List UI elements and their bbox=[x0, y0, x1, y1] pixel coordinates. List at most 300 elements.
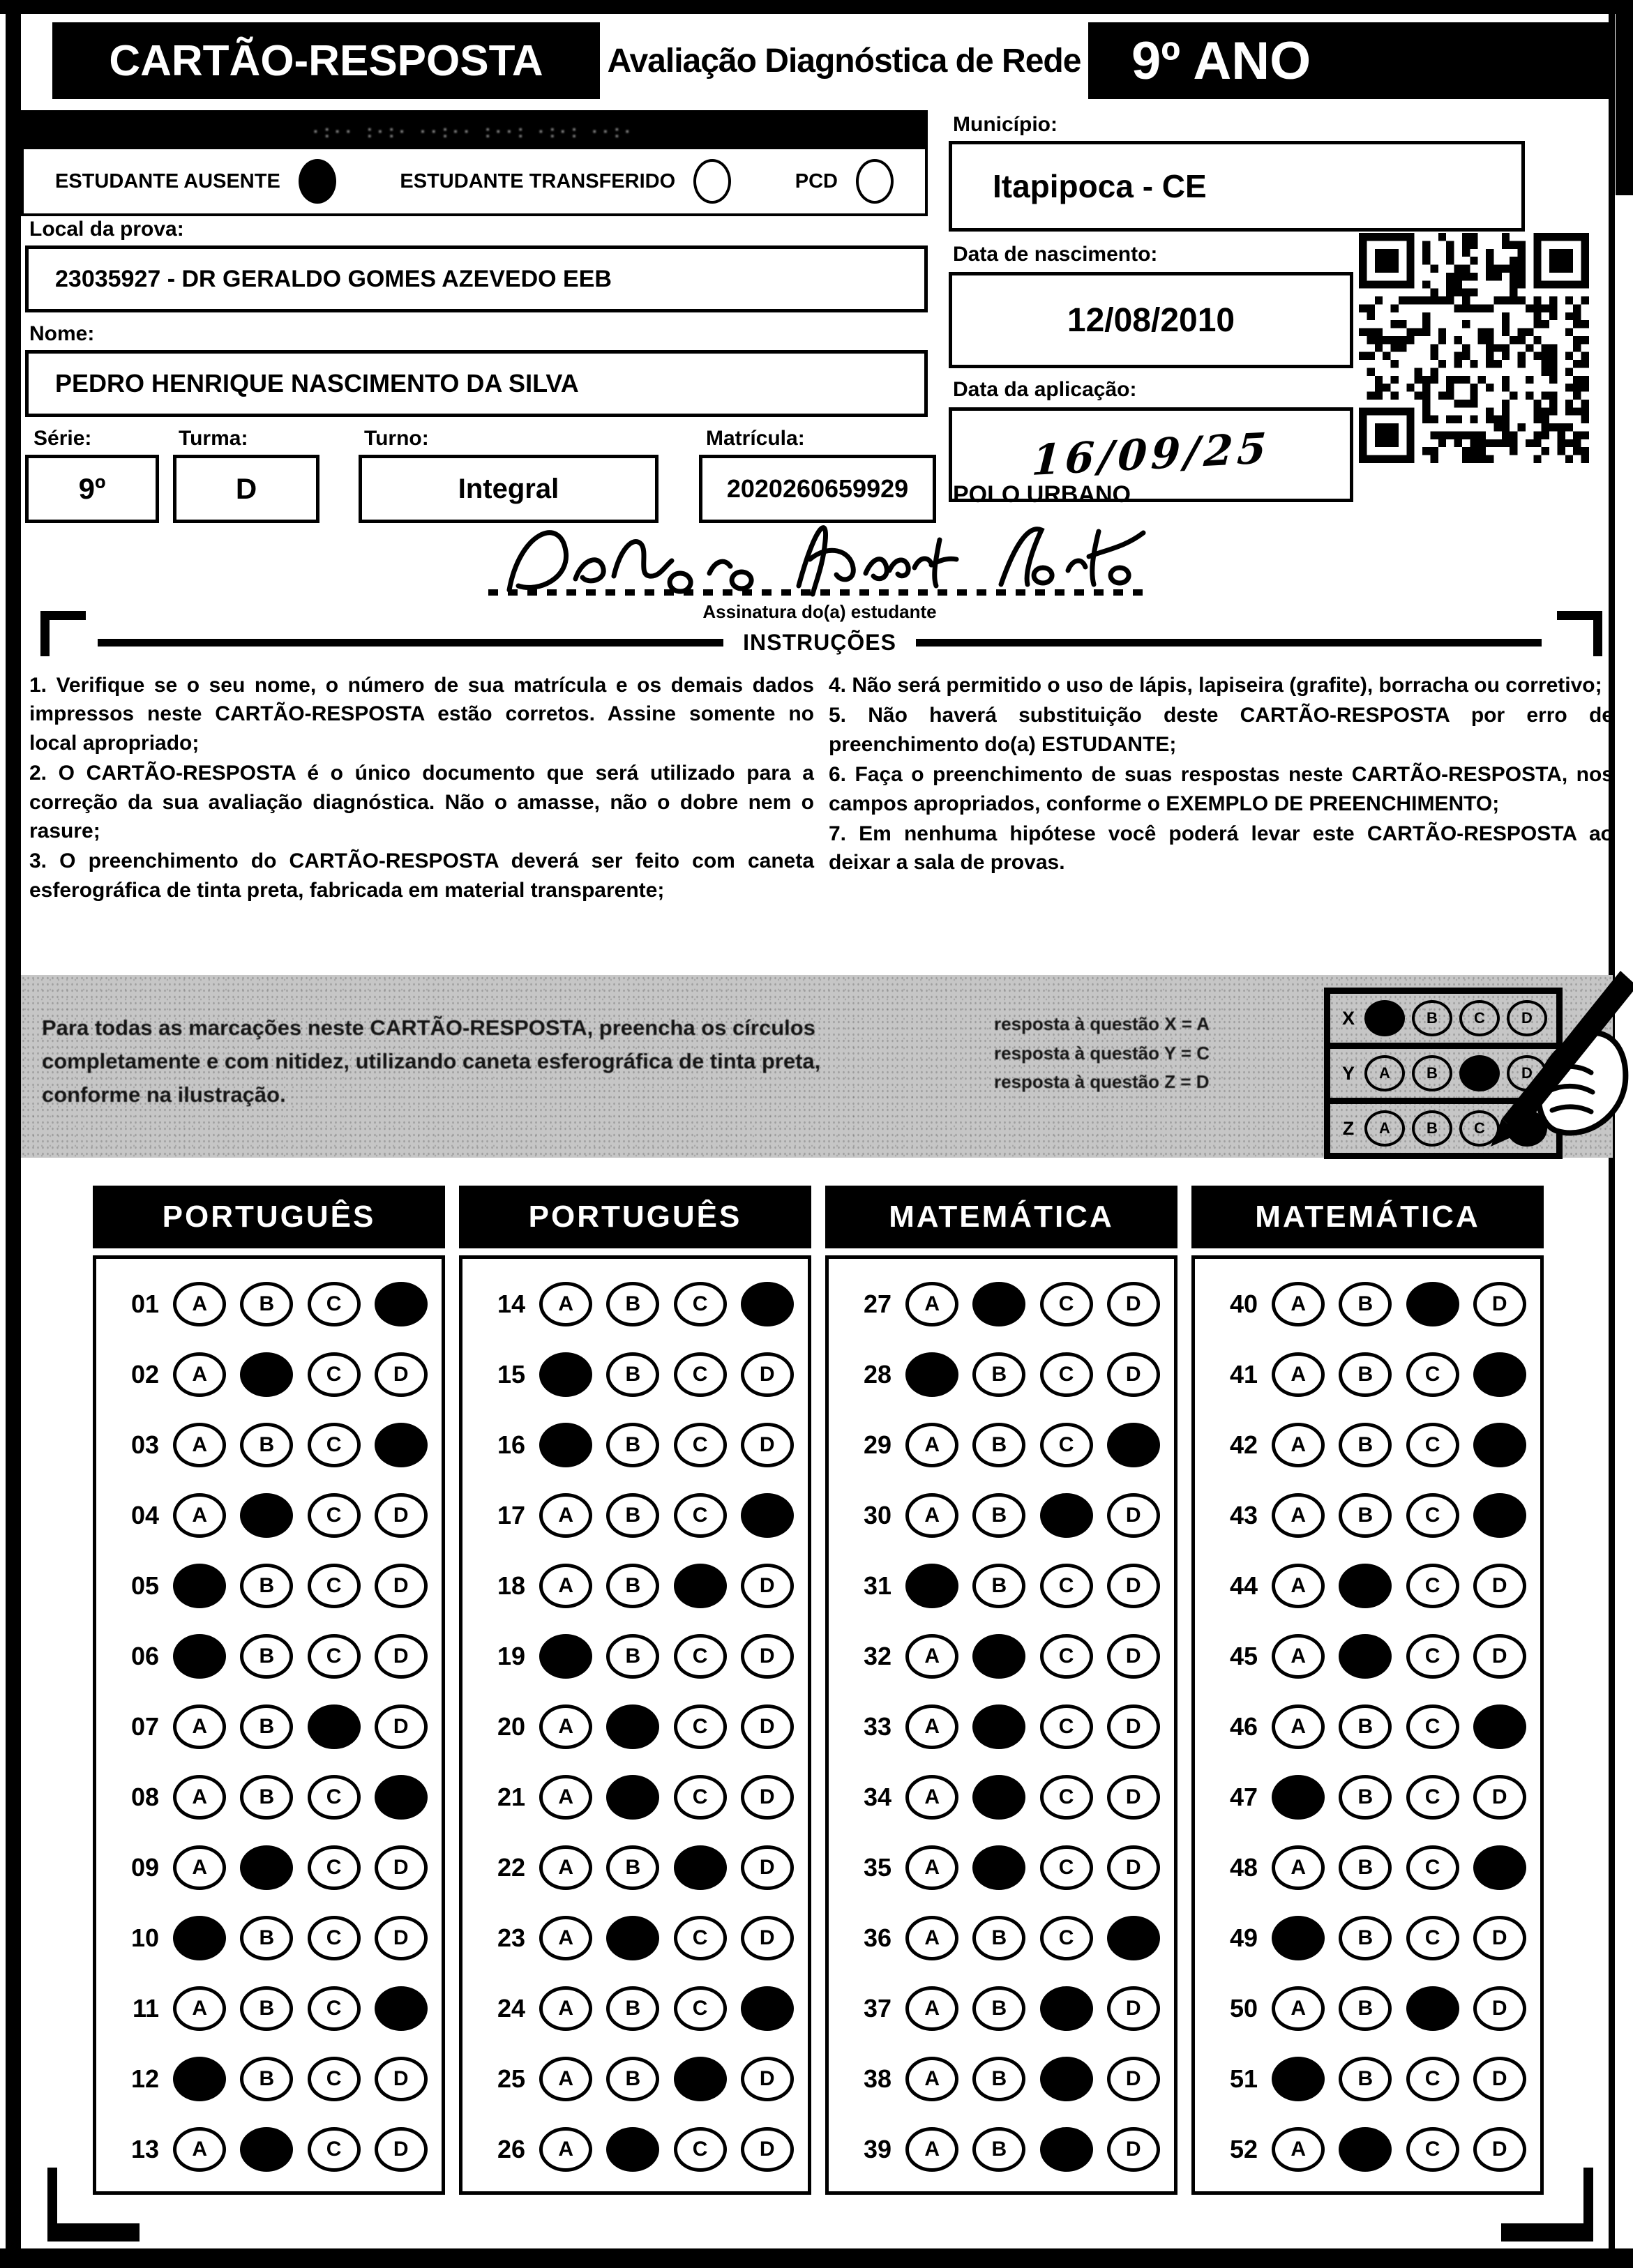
question-number: 03 bbox=[130, 1430, 159, 1459]
fill-example-text: Para todas as marcações neste CARTÃO-RESPOSTA, preencha os círculos completamente e com nitidez, utilizando caneta esferográfica de tinta preta, conforme na ilustração. bbox=[42, 1015, 821, 1107]
answer-bubble-42-C[interactable]: C bbox=[1406, 1423, 1459, 1467]
question-bubbles bbox=[891, 1423, 1174, 1467]
answer-bubble-37-C[interactable] bbox=[1040, 1986, 1093, 2031]
answer-bubble-52-B[interactable] bbox=[1339, 2127, 1392, 2172]
answer-bubble-09-B[interactable] bbox=[240, 1845, 293, 1890]
question-row-40 bbox=[1195, 1269, 1540, 1339]
answer-bubble-14-B[interactable]: B bbox=[606, 1282, 659, 1326]
answer-bubble-07-B[interactable]: B bbox=[240, 1704, 293, 1749]
answer-bubble-51-A[interactable] bbox=[1272, 2057, 1325, 2101]
question-row-20 bbox=[462, 1691, 808, 1762]
answer-bubble-35-C[interactable]: C bbox=[1040, 1845, 1093, 1890]
question-number: 36 bbox=[863, 1923, 891, 1952]
answer-bubble-28-D[interactable]: D bbox=[1107, 1352, 1160, 1397]
municipio-field: Itapipoca - CE bbox=[949, 141, 1525, 232]
answer-bubble-04-B[interactable] bbox=[240, 1493, 293, 1538]
answer-bubble-11-B[interactable]: B bbox=[240, 1986, 293, 2031]
answer-bubble-36-D[interactable] bbox=[1107, 1916, 1160, 1960]
answer-bubble-36-A[interactable]: A bbox=[905, 1916, 958, 1960]
answer-bubble-24-A[interactable]: A bbox=[539, 1986, 592, 2031]
answer-bubble-51-D[interactable]: D bbox=[1473, 2057, 1526, 2101]
assessment-title: Avaliação Diagnóstica de Rede bbox=[600, 22, 1088, 99]
answer-bubble-08-C[interactable]: C bbox=[308, 1775, 361, 1820]
answer-bubble-02-B[interactable] bbox=[240, 1352, 293, 1397]
example-bubble-Y-B: B bbox=[1412, 1055, 1452, 1091]
question-number: 39 bbox=[863, 2134, 891, 2163]
answer-bubble-15-B[interactable]: B bbox=[606, 1352, 659, 1397]
question-row-34 bbox=[829, 1762, 1174, 1832]
answer-bubble-20-D[interactable]: D bbox=[741, 1704, 794, 1749]
question-row-21 bbox=[462, 1762, 808, 1832]
answer-bubble-50-C[interactable] bbox=[1406, 1986, 1459, 2031]
answer-bubble-05-B[interactable]: B bbox=[240, 1564, 293, 1608]
answer-bubble-04-A[interactable]: A bbox=[173, 1493, 226, 1538]
answer-bubble-14-C[interactable]: C bbox=[674, 1282, 727, 1326]
answer-bubble-45-A[interactable]: A bbox=[1272, 1634, 1325, 1679]
question-row-10 bbox=[96, 1903, 442, 1973]
answer-bubble-31-D[interactable]: D bbox=[1107, 1564, 1160, 1608]
answer-bubble-23-B[interactable] bbox=[606, 1916, 659, 1960]
answer-bubble-35-D[interactable]: D bbox=[1107, 1845, 1160, 1890]
answer-bubble-12-D[interactable]: D bbox=[375, 2057, 428, 2101]
question-bubbles bbox=[1258, 1916, 1540, 1960]
answer-bubble-21-D[interactable]: D bbox=[741, 1775, 794, 1820]
question-row-45 bbox=[1195, 1621, 1540, 1691]
answer-bubble-43-D[interactable] bbox=[1473, 1493, 1526, 1538]
question-row-39 bbox=[829, 2114, 1174, 2184]
answer-bubble-44-B[interactable] bbox=[1339, 1564, 1392, 1608]
answer-bubble-23-C[interactable]: C bbox=[674, 1916, 727, 1960]
answer-bubble-38-A[interactable]: A bbox=[905, 2057, 958, 2101]
answer-bubble-50-B[interactable]: B bbox=[1339, 1986, 1392, 2031]
answer-bubble-25-A[interactable]: A bbox=[539, 2057, 592, 2101]
answer-bubble-24-D[interactable] bbox=[741, 1986, 794, 2031]
answer-bubble-16-C[interactable]: C bbox=[674, 1423, 727, 1467]
answer-bubble-17-C[interactable]: C bbox=[674, 1493, 727, 1538]
answer-bubble-22-D[interactable]: D bbox=[741, 1845, 794, 1890]
answer-bubble-40-C[interactable] bbox=[1406, 1282, 1459, 1326]
question-number: 33 bbox=[863, 1711, 891, 1741]
question-number: 47 bbox=[1229, 1782, 1258, 1811]
answer-bubble-44-A[interactable]: A bbox=[1272, 1564, 1325, 1608]
question-number: 31 bbox=[863, 1571, 891, 1600]
question-row-29 bbox=[829, 1409, 1174, 1480]
answer-bubble-06-D[interactable]: D bbox=[375, 1634, 428, 1679]
turno-label: Turno: bbox=[364, 427, 429, 450]
question-number: 28 bbox=[863, 1359, 891, 1389]
answer-bubble-05-C[interactable]: C bbox=[308, 1564, 361, 1608]
answer-bubble-03-D[interactable] bbox=[375, 1423, 428, 1467]
question-bubbles bbox=[891, 1493, 1174, 1538]
instructions-right-column bbox=[829, 671, 1613, 879]
answer-bubble-17-A[interactable]: A bbox=[539, 1493, 592, 1538]
answer-bubble-47-D[interactable]: D bbox=[1473, 1775, 1526, 1820]
answer-bubble-46-B[interactable]: B bbox=[1339, 1704, 1392, 1749]
question-bubbles bbox=[159, 1986, 442, 2031]
answer-bubble-25-D[interactable]: D bbox=[741, 2057, 794, 2101]
answer-bubble-28-B[interactable]: B bbox=[972, 1352, 1025, 1397]
answer-bubble-12-C[interactable]: C bbox=[308, 2057, 361, 2101]
instruction-item: 3. O preenchimento do CARTÃO-RESPOSTA deverá ser feito com caneta esferográfica de tinta preta, fabricada em material transparente; bbox=[29, 849, 814, 902]
answer-bubble-37-D[interactable]: D bbox=[1107, 1986, 1160, 2031]
corner-bracket-bottom-left bbox=[47, 2168, 140, 2241]
answer-bubble-47-C[interactable]: C bbox=[1406, 1775, 1459, 1820]
answer-bubble-23-A[interactable]: A bbox=[539, 1916, 592, 1960]
answer-bubble-06-C[interactable]: C bbox=[308, 1634, 361, 1679]
question-row-32 bbox=[829, 1621, 1174, 1691]
answer-bubble-22-A[interactable]: A bbox=[539, 1845, 592, 1890]
answer-bubble-10-D[interactable]: D bbox=[375, 1916, 428, 1960]
answer-bubble-04-D[interactable]: D bbox=[375, 1493, 428, 1538]
answer-bubble-46-D[interactable] bbox=[1473, 1704, 1526, 1749]
answer-bubble-48-C[interactable]: C bbox=[1406, 1845, 1459, 1890]
answer-bubble-05-A[interactable] bbox=[173, 1564, 226, 1608]
status-bubble-2[interactable] bbox=[693, 159, 731, 204]
answer-bubble-12-B[interactable]: B bbox=[240, 2057, 293, 2101]
answer-bubble-38-D[interactable]: D bbox=[1107, 2057, 1160, 2101]
answer-bubble-18-B[interactable]: B bbox=[606, 1564, 659, 1608]
question-number: 26 bbox=[497, 2134, 525, 2163]
question-number: 45 bbox=[1229, 1641, 1258, 1670]
answer-bubble-11-C[interactable]: C bbox=[308, 1986, 361, 2031]
answer-bubble-15-A[interactable] bbox=[539, 1352, 592, 1397]
question-bubbles bbox=[525, 1564, 808, 1608]
answer-bubble-18-D[interactable]: D bbox=[741, 1564, 794, 1608]
question-row-23 bbox=[462, 1903, 808, 1973]
corner-bracket-bottom-right bbox=[1501, 2168, 1593, 2241]
question-row-41 bbox=[1195, 1339, 1540, 1409]
answer-bubble-05-D[interactable]: D bbox=[375, 1564, 428, 1608]
answer-bubble-45-C[interactable]: C bbox=[1406, 1634, 1459, 1679]
answer-bubble-45-D[interactable]: D bbox=[1473, 1634, 1526, 1679]
answer-bubble-34-A[interactable]: A bbox=[905, 1775, 958, 1820]
answer-bubble-19-C[interactable]: C bbox=[674, 1634, 727, 1679]
answer-bubble-48-D[interactable] bbox=[1473, 1845, 1526, 1890]
fill-example-legend bbox=[994, 1010, 1308, 1097]
answer-bubble-43-C[interactable]: C bbox=[1406, 1493, 1459, 1538]
answer-bubble-37-B[interactable]: B bbox=[972, 1986, 1025, 2031]
answer-bubble-30-A[interactable]: A bbox=[905, 1493, 958, 1538]
answer-bubble-22-C[interactable] bbox=[674, 1845, 727, 1890]
answer-bubble-33-B[interactable] bbox=[972, 1704, 1025, 1749]
answer-bubble-14-D[interactable] bbox=[741, 1282, 794, 1326]
answer-bubble-21-B[interactable] bbox=[606, 1775, 659, 1820]
answer-bubble-26-A[interactable]: A bbox=[539, 2127, 592, 2172]
answer-bubble-01-B[interactable]: B bbox=[240, 1282, 293, 1326]
question-number: 24 bbox=[497, 1993, 525, 2023]
answer-bubble-42-D[interactable] bbox=[1473, 1423, 1526, 1467]
question-bubbles bbox=[1258, 1986, 1540, 2031]
answer-bubble-03-B[interactable]: B bbox=[240, 1423, 293, 1467]
answer-bubble-47-B[interactable]: B bbox=[1339, 1775, 1392, 1820]
question-row-17 bbox=[462, 1480, 808, 1550]
answer-bubble-20-B[interactable] bbox=[606, 1704, 659, 1749]
question-bubbles bbox=[159, 1775, 442, 1820]
answer-bubble-34-C[interactable]: C bbox=[1040, 1775, 1093, 1820]
answer-bubble-41-C[interactable]: C bbox=[1406, 1352, 1459, 1397]
question-row-36 bbox=[829, 1903, 1174, 1973]
answer-bubble-21-A[interactable]: A bbox=[539, 1775, 592, 1820]
answer-bubble-42-A[interactable]: A bbox=[1272, 1423, 1325, 1467]
answer-bubble-09-A[interactable]: A bbox=[173, 1845, 226, 1890]
question-row-44 bbox=[1195, 1550, 1540, 1621]
question-row-07 bbox=[96, 1691, 442, 1762]
example-row-label: Z bbox=[1342, 1117, 1355, 1139]
answer-bubble-18-A[interactable]: A bbox=[539, 1564, 592, 1608]
answer-bubble-09-D[interactable]: D bbox=[375, 1845, 428, 1890]
answer-bubble-26-B[interactable] bbox=[606, 2127, 659, 2172]
answer-bubble-08-A[interactable]: A bbox=[173, 1775, 226, 1820]
answer-bubble-10-B[interactable]: B bbox=[240, 1916, 293, 1960]
answer-bubble-32-D[interactable]: D bbox=[1107, 1634, 1160, 1679]
answer-bubble-45-B[interactable] bbox=[1339, 1634, 1392, 1679]
question-number: 17 bbox=[497, 1500, 525, 1529]
question-bubbles bbox=[525, 1352, 808, 1397]
answer-bubble-40-B[interactable]: B bbox=[1339, 1282, 1392, 1326]
answer-bubble-39-B[interactable]: B bbox=[972, 2127, 1025, 2172]
answer-bubble-48-A[interactable]: A bbox=[1272, 1845, 1325, 1890]
answer-bubble-32-B[interactable] bbox=[972, 1634, 1025, 1679]
answer-bubble-27-A[interactable]: A bbox=[905, 1282, 958, 1326]
answer-bubble-13-C[interactable]: C bbox=[308, 2127, 361, 2172]
question-number: 51 bbox=[1229, 2064, 1258, 2093]
question-number: 05 bbox=[130, 1571, 159, 1600]
answer-bubble-35-A[interactable]: A bbox=[905, 1845, 958, 1890]
answer-bubble-28-A[interactable] bbox=[905, 1352, 958, 1397]
answer-bubble-30-C[interactable] bbox=[1040, 1493, 1093, 1538]
question-number: 50 bbox=[1229, 1993, 1258, 2023]
question-bubbles bbox=[525, 1916, 808, 1960]
answer-bubble-29-A[interactable]: A bbox=[905, 1423, 958, 1467]
question-number: 35 bbox=[863, 1852, 891, 1882]
answer-bubble-38-B[interactable]: B bbox=[972, 2057, 1025, 2101]
example-row-label: Y bbox=[1341, 1062, 1355, 1084]
answer-bubble-38-C[interactable] bbox=[1040, 2057, 1093, 2101]
question-bubbles bbox=[1258, 1564, 1540, 1608]
answer-bubble-18-C[interactable] bbox=[674, 1564, 727, 1608]
answer-bubble-50-A[interactable]: A bbox=[1272, 1986, 1325, 2031]
serie-field: 9º bbox=[25, 455, 159, 523]
question-row-47 bbox=[1195, 1762, 1540, 1832]
answer-bubble-28-C[interactable]: C bbox=[1040, 1352, 1093, 1397]
question-bubbles bbox=[1258, 1493, 1540, 1538]
example-bubble-Y-D: D bbox=[1507, 1055, 1547, 1091]
answer-bubble-24-C[interactable]: C bbox=[674, 1986, 727, 2031]
answer-bubble-41-D[interactable] bbox=[1473, 1352, 1526, 1397]
answer-bubble-31-C[interactable]: C bbox=[1040, 1564, 1093, 1608]
nome-field: PEDRO HENRIQUE NASCIMENTO DA SILVA bbox=[25, 350, 928, 417]
answer-bubble-37-A[interactable]: A bbox=[905, 1986, 958, 2031]
answer-bubble-29-B[interactable]: B bbox=[972, 1423, 1025, 1467]
question-row-18 bbox=[462, 1550, 808, 1621]
answer-bubble-30-B[interactable]: B bbox=[972, 1493, 1025, 1538]
answer-bubble-04-C[interactable]: C bbox=[308, 1493, 361, 1538]
question-number: 10 bbox=[130, 1923, 159, 1952]
answer-bubble-52-C[interactable]: C bbox=[1406, 2127, 1459, 2172]
answer-bubble-16-B[interactable]: B bbox=[606, 1423, 659, 1467]
aplicacao-handwritten-date: 16/09/25 bbox=[1030, 423, 1272, 486]
answer-bubble-49-A[interactable] bbox=[1272, 1916, 1325, 1960]
instruction-item: 6. Faça o preenchimento de suas respostas neste CARTÃO-RESPOSTA, nos campos apropriados, conforme o EXEMPLO DE PREENCHIMENTO; bbox=[829, 763, 1613, 815]
answer-bubble-13-D[interactable]: D bbox=[375, 2127, 428, 2172]
answer-bubble-29-D[interactable] bbox=[1107, 1423, 1160, 1467]
answer-bubble-12-A[interactable] bbox=[173, 2057, 226, 2101]
question-bubbles bbox=[159, 1845, 442, 1890]
answer-bubble-32-A[interactable]: A bbox=[905, 1634, 958, 1679]
aplicacao-label: Data da aplicação: bbox=[953, 378, 1137, 401]
answer-bubble-06-B[interactable]: B bbox=[240, 1634, 293, 1679]
answer-bubble-31-A[interactable] bbox=[905, 1564, 958, 1608]
answer-bubble-07-D[interactable]: D bbox=[375, 1704, 428, 1749]
answer-bubble-46-A[interactable]: A bbox=[1272, 1704, 1325, 1749]
answer-bubble-34-B[interactable] bbox=[972, 1775, 1025, 1820]
answer-bubble-02-C[interactable]: C bbox=[308, 1352, 361, 1397]
answer-bubble-22-B[interactable]: B bbox=[606, 1845, 659, 1890]
answer-bubble-39-C[interactable] bbox=[1040, 2127, 1093, 2172]
answer-bubble-02-A[interactable]: A bbox=[173, 1352, 226, 1397]
answer-bubble-40-D[interactable]: D bbox=[1473, 1282, 1526, 1326]
answer-bubble-11-A[interactable]: A bbox=[173, 1986, 226, 2031]
answer-bubble-27-B[interactable] bbox=[972, 1282, 1025, 1326]
answer-bubble-10-C[interactable]: C bbox=[308, 1916, 361, 1960]
answer-bubble-01-D[interactable] bbox=[375, 1282, 428, 1326]
example-bubble-Z-B: B bbox=[1412, 1110, 1452, 1147]
answer-bubble-49-D[interactable]: D bbox=[1473, 1916, 1526, 1960]
answer-bubble-43-B[interactable]: B bbox=[1339, 1493, 1392, 1538]
answer-bubble-44-D[interactable]: D bbox=[1473, 1564, 1526, 1608]
answer-bubble-08-B[interactable]: B bbox=[240, 1775, 293, 1820]
nascimento-field: 12/08/2010 bbox=[949, 272, 1353, 368]
applicator-strip-illegible-text: ·:·· :·:· ··:·· :··: ·:·: ··:· bbox=[313, 120, 636, 142]
answer-bubble-52-A[interactable]: A bbox=[1272, 2127, 1325, 2172]
question-bubbles bbox=[891, 1704, 1174, 1749]
answer-bubble-41-A[interactable]: A bbox=[1272, 1352, 1325, 1397]
answer-bubble-33-C[interactable]: C bbox=[1040, 1704, 1093, 1749]
answer-bubble-07-A[interactable]: A bbox=[173, 1704, 226, 1749]
question-bubbles bbox=[525, 2127, 808, 2172]
answer-bubble-01-A[interactable]: A bbox=[173, 1282, 226, 1326]
answer-bubble-02-D[interactable]: D bbox=[375, 1352, 428, 1397]
page-border-top bbox=[0, 0, 1633, 14]
answer-bubble-33-A[interactable]: A bbox=[905, 1704, 958, 1749]
answer-bubble-42-B[interactable]: B bbox=[1339, 1423, 1392, 1467]
answer-bubble-23-D[interactable]: D bbox=[741, 1916, 794, 1960]
answer-bubble-33-D[interactable]: D bbox=[1107, 1704, 1160, 1749]
answer-bubble-49-C[interactable]: C bbox=[1406, 1916, 1459, 1960]
answer-bubble-21-C[interactable]: C bbox=[674, 1775, 727, 1820]
question-number: 07 bbox=[130, 1711, 159, 1741]
answer-bubble-35-B[interactable] bbox=[972, 1845, 1025, 1890]
answer-bubble-14-A[interactable]: A bbox=[539, 1282, 592, 1326]
nome-label: Nome: bbox=[29, 322, 95, 345]
answer-bubble-40-A[interactable]: A bbox=[1272, 1282, 1325, 1326]
answer-bubble-19-B[interactable]: B bbox=[606, 1634, 659, 1679]
question-bubbles bbox=[891, 1564, 1174, 1608]
answer-bubble-26-C[interactable]: C bbox=[674, 2127, 727, 2172]
answer-bubble-47-A[interactable] bbox=[1272, 1775, 1325, 1820]
answer-bubble-26-D[interactable]: D bbox=[741, 2127, 794, 2172]
answer-bubble-32-C[interactable]: C bbox=[1040, 1634, 1093, 1679]
question-number: 16 bbox=[497, 1430, 525, 1459]
answer-bubble-16-A[interactable] bbox=[539, 1423, 592, 1467]
answer-bubble-17-B[interactable]: B bbox=[606, 1493, 659, 1538]
answer-bubble-44-C[interactable]: C bbox=[1406, 1564, 1459, 1608]
question-row-04 bbox=[96, 1480, 442, 1550]
status-bubble-3[interactable] bbox=[856, 159, 894, 204]
answer-bubble-51-B[interactable]: B bbox=[1339, 2057, 1392, 2101]
answer-bubble-50-D[interactable]: D bbox=[1473, 1986, 1526, 2031]
answer-bubble-17-D[interactable] bbox=[741, 1493, 794, 1538]
answer-bubble-19-D[interactable]: D bbox=[741, 1634, 794, 1679]
status-bubble-1[interactable] bbox=[299, 159, 336, 204]
answer-bubble-03-C[interactable]: C bbox=[308, 1423, 361, 1467]
signature-line bbox=[488, 589, 1151, 596]
answer-bubble-36-C[interactable]: C bbox=[1040, 1916, 1093, 1960]
answer-bubble-51-C[interactable]: C bbox=[1406, 2057, 1459, 2101]
answer-bubble-13-A[interactable]: A bbox=[173, 2127, 226, 2172]
answer-bubble-06-A[interactable] bbox=[173, 1634, 226, 1679]
answer-bubble-15-C[interactable]: C bbox=[674, 1352, 727, 1397]
question-bubbles bbox=[891, 1845, 1174, 1890]
answer-bubble-41-B[interactable]: B bbox=[1339, 1352, 1392, 1397]
answer-bubble-20-C[interactable]: C bbox=[674, 1704, 727, 1749]
instruction-item: 4. Não será permitido o uso de lápis, lapiseira (grafite), borracha ou corretivo; bbox=[829, 674, 1602, 697]
answer-bubble-27-D[interactable]: D bbox=[1107, 1282, 1160, 1326]
answer-bubble-19-A[interactable] bbox=[539, 1634, 592, 1679]
matricula-field: 2020260659929 bbox=[699, 455, 936, 523]
answer-bubble-48-B[interactable]: B bbox=[1339, 1845, 1392, 1890]
answer-bubble-52-D[interactable]: D bbox=[1473, 2127, 1526, 2172]
answer-bubble-13-B[interactable] bbox=[240, 2127, 293, 2172]
answer-bubble-43-A[interactable]: A bbox=[1272, 1493, 1325, 1538]
question-row-27 bbox=[829, 1269, 1174, 1339]
answer-bubble-27-C[interactable]: C bbox=[1040, 1282, 1093, 1326]
answer-bubble-30-D[interactable]: D bbox=[1107, 1493, 1160, 1538]
answer-bubble-03-A[interactable]: A bbox=[173, 1423, 226, 1467]
question-number: 37 bbox=[863, 1993, 891, 2023]
answer-bubble-25-C[interactable] bbox=[674, 2057, 727, 2101]
answer-bubble-34-D[interactable]: D bbox=[1107, 1775, 1160, 1820]
question-row-14 bbox=[462, 1269, 808, 1339]
question-row-22 bbox=[462, 1832, 808, 1903]
answer-bubble-49-B[interactable]: B bbox=[1339, 1916, 1392, 1960]
card-title: CARTÃO-RESPOSTA bbox=[52, 22, 600, 99]
answer-bubble-10-A[interactable] bbox=[173, 1916, 226, 1960]
answer-bubble-20-A[interactable]: A bbox=[539, 1704, 592, 1749]
answer-bubble-16-D[interactable]: D bbox=[741, 1423, 794, 1467]
answer-bubble-25-B[interactable]: B bbox=[606, 2057, 659, 2101]
answer-bubble-29-C[interactable]: C bbox=[1040, 1423, 1093, 1467]
answer-bubble-36-B[interactable]: B bbox=[972, 1916, 1025, 1960]
answer-bubble-39-D[interactable]: D bbox=[1107, 2127, 1160, 2172]
answer-bubble-31-B[interactable]: B bbox=[972, 1564, 1025, 1608]
section-header: PORTUGUÊS bbox=[459, 1186, 811, 1248]
answer-bubble-11-D[interactable] bbox=[375, 1986, 428, 2031]
answer-bubble-09-C[interactable]: C bbox=[308, 1845, 361, 1890]
question-bubbles bbox=[525, 1423, 808, 1467]
answer-bubble-39-A[interactable]: A bbox=[905, 2127, 958, 2172]
student-status-options bbox=[24, 149, 925, 213]
answer-bubble-07-C[interactable] bbox=[308, 1704, 361, 1749]
answer-bubble-46-C[interactable]: C bbox=[1406, 1704, 1459, 1749]
question-bubbles bbox=[891, 1986, 1174, 2031]
answer-bubble-01-C[interactable]: C bbox=[308, 1282, 361, 1326]
answer-bubble-24-B[interactable]: B bbox=[606, 1986, 659, 2031]
question-number: 52 bbox=[1229, 2134, 1258, 2163]
answer-bubble-08-D[interactable] bbox=[375, 1775, 428, 1820]
answer-bubble-15-D[interactable]: D bbox=[741, 1352, 794, 1397]
question-bubbles bbox=[159, 1916, 442, 1960]
